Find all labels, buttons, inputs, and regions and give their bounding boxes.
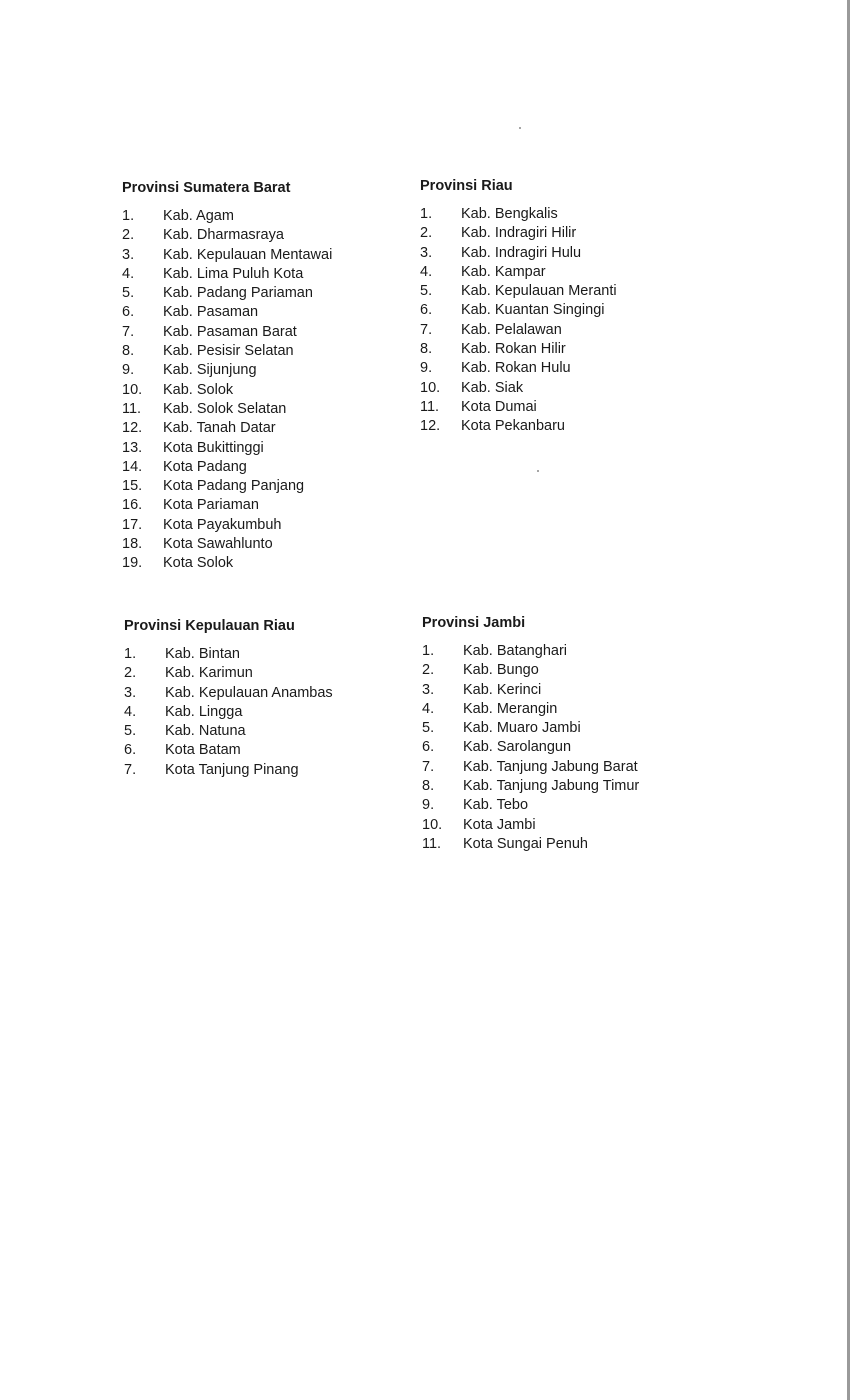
- item-name: Kab. Tanjung Jabung Barat: [463, 758, 638, 775]
- item-number: 1.: [122, 208, 135, 224]
- item-name: Kab. Kerinci: [463, 681, 542, 698]
- list-item: [422, 835, 639, 854]
- item-name: Kota Pekanbaru: [461, 418, 565, 435]
- item-number: 6.: [124, 742, 137, 759]
- item-name: Kab. Tanjung Jabung Timur: [463, 778, 640, 795]
- list-item: [122, 265, 332, 284]
- list-item: [122, 207, 332, 226]
- item-name: Kab. Karimun: [165, 665, 253, 682]
- item-number: 9.: [420, 360, 433, 377]
- item-name: Kota Jambi: [463, 816, 536, 833]
- item-name: Kab. Sarolangun: [463, 739, 572, 756]
- item-number: 2.: [124, 665, 137, 682]
- list-item: [122, 323, 332, 342]
- list-item: [124, 645, 333, 664]
- item-name: Kab. Solok Selatan: [163, 400, 287, 417]
- list-item: [420, 224, 617, 243]
- item-name: Kab. Kepulauan Meranti: [461, 283, 617, 300]
- item-name: Kab. Bintan: [165, 646, 240, 662]
- item-number: 11.: [422, 835, 442, 852]
- list-item: [420, 359, 617, 378]
- item-name: Kab. Pesisir Selatan: [163, 343, 294, 360]
- list-item: [420, 379, 617, 398]
- item-name: Kab. Sijunjung: [163, 362, 257, 379]
- item-number: 4.: [122, 265, 135, 282]
- item-name: Kab. Padang Pariaman: [163, 285, 313, 302]
- section-title: Provinsi Kepulauan Riau: [124, 618, 295, 634]
- item-number: 11.: [420, 398, 440, 415]
- item-number: 1.: [420, 206, 433, 222]
- item-name: Kab. Kepulauan Anambas: [165, 684, 333, 701]
- item-number: 2.: [422, 662, 435, 679]
- item-number: 4.: [420, 263, 433, 280]
- item-number: 7.: [422, 758, 435, 775]
- item-number: 6.: [420, 302, 433, 319]
- item-number: 11.: [122, 400, 142, 417]
- item-number: 10.: [122, 381, 143, 398]
- list-item: [420, 398, 617, 417]
- list-item: [420, 244, 617, 263]
- list-item: [422, 642, 639, 661]
- item-name: Kota Payakumbuh: [163, 516, 282, 533]
- item-name: Kota Solok: [163, 555, 234, 572]
- section-provinsi-riau: [420, 176, 617, 437]
- item-name: Kota Batam: [165, 742, 241, 759]
- list-item: [420, 321, 617, 340]
- item-number: 3.: [122, 246, 135, 263]
- item-number: 12.: [420, 418, 441, 435]
- district-list: [124, 645, 333, 780]
- section-provinsi-kepulauan-riau: [124, 616, 333, 780]
- list-item: [124, 741, 333, 760]
- item-name: Kab. Bungo: [463, 662, 539, 679]
- item-number: 2.: [122, 227, 135, 244]
- section-provinsi-jambi: [422, 613, 639, 854]
- item-name: Kota Tanjung Pinang: [165, 761, 299, 778]
- list-item: [422, 700, 639, 719]
- list-item: [420, 417, 617, 436]
- item-name: Kab. Natuna: [165, 723, 246, 740]
- item-name: Kab. Pasaman: [163, 304, 259, 321]
- list-item: [422, 681, 639, 700]
- item-name: Kota Padang: [163, 458, 247, 475]
- item-name: Kota Pariaman: [163, 497, 259, 514]
- section-title: Provinsi Sumatera Barat: [122, 180, 291, 196]
- item-name: Kota Sawahlunto: [163, 536, 273, 553]
- item-number: 18.: [122, 536, 143, 553]
- list-item: [122, 303, 332, 322]
- item-number: 4.: [124, 703, 137, 720]
- item-name: Kab. Tanah Datar: [163, 420, 276, 437]
- list-item: [124, 703, 333, 722]
- item-number: 8.: [420, 341, 433, 358]
- scan-speck: [519, 127, 521, 129]
- item-name: Kab. Pelalawan: [461, 321, 562, 338]
- list-item: [124, 684, 333, 703]
- list-item: [122, 361, 332, 380]
- item-number: 5.: [122, 285, 135, 302]
- item-number: 3.: [422, 681, 435, 698]
- section-title: Provinsi Jambi: [422, 615, 526, 631]
- section-provinsi-sumatera-barat: [122, 178, 332, 574]
- item-number: 6.: [422, 739, 435, 756]
- list-item: [422, 719, 639, 738]
- list-item: [122, 226, 332, 245]
- list-item: [422, 738, 639, 757]
- item-number: 9.: [122, 362, 135, 379]
- item-name: Kota Padang Panjang: [163, 478, 305, 495]
- item-name: Kab. Siak: [461, 379, 524, 396]
- list-item: [422, 661, 639, 680]
- item-number: 1.: [422, 643, 435, 659]
- item-name: Kab. Rokan Hilir: [461, 341, 566, 358]
- item-number: 8.: [422, 778, 435, 795]
- scan-speck: [537, 470, 539, 472]
- item-number: 7.: [420, 321, 433, 338]
- item-name: Kab. Lingga: [165, 703, 243, 720]
- item-number: 7.: [124, 761, 137, 778]
- list-item: [422, 796, 639, 815]
- item-number: 16.: [122, 497, 143, 514]
- item-name: Kab. Bengkalis: [461, 206, 558, 222]
- district-list: [122, 207, 332, 574]
- item-name: Kab. Muaro Jambi: [463, 720, 581, 737]
- list-item: [122, 458, 332, 477]
- list-item: [420, 263, 617, 282]
- list-item: [124, 664, 333, 683]
- item-name: Kota Bukittinggi: [163, 439, 264, 456]
- item-name: Kota Sungai Penuh: [463, 835, 588, 852]
- list-item: [420, 301, 617, 320]
- section-title: Provinsi Riau: [420, 178, 513, 194]
- list-item: [420, 282, 617, 301]
- list-item: [122, 400, 332, 419]
- list-item: [122, 439, 332, 458]
- item-number: 6.: [122, 304, 135, 321]
- item-name: Kab. Rokan Hulu: [461, 360, 571, 377]
- list-item: [422, 777, 639, 796]
- item-number: 8.: [122, 343, 135, 360]
- list-item: [122, 535, 332, 554]
- item-number: 2.: [420, 225, 433, 242]
- list-item: [422, 816, 639, 835]
- list-item: [124, 722, 333, 741]
- item-number: 5.: [422, 720, 435, 737]
- item-number: 12.: [122, 420, 143, 437]
- list-item: [420, 205, 617, 224]
- list-item: [122, 516, 332, 535]
- list-item: [122, 419, 332, 438]
- list-item: [422, 758, 639, 777]
- item-number: 10.: [420, 379, 441, 396]
- item-number: 10.: [422, 816, 443, 833]
- item-number: 5.: [124, 723, 137, 740]
- item-number: 13.: [122, 439, 143, 456]
- item-name: Kab. Batanghari: [463, 643, 567, 659]
- item-name: Kab. Merangin: [463, 700, 558, 717]
- item-name: Kab. Kuantan Singingi: [461, 302, 605, 319]
- list-item: [122, 342, 332, 361]
- item-name: Kab. Indragiri Hulu: [461, 244, 582, 261]
- district-list: [422, 642, 639, 854]
- item-number: 5.: [420, 283, 433, 300]
- list-item: [122, 284, 332, 303]
- item-name: Kab. Dharmasraya: [163, 227, 284, 244]
- list-item: [420, 340, 617, 359]
- item-number: 15.: [122, 478, 143, 495]
- item-number: 9.: [422, 797, 435, 814]
- item-name: Kab. Solok: [163, 381, 234, 398]
- item-number: 1.: [124, 646, 137, 662]
- list-item: [122, 477, 332, 496]
- item-number: 19.: [122, 555, 143, 572]
- list-item: [122, 554, 332, 573]
- item-number: 3.: [420, 244, 433, 261]
- item-name: Kab. Agam: [163, 208, 234, 224]
- list-item: [122, 496, 332, 515]
- item-name: Kab. Tebo: [463, 797, 529, 814]
- item-name: Kab. Lima Puluh Kota: [163, 265, 304, 282]
- item-number: 17.: [122, 516, 143, 533]
- item-number: 3.: [124, 684, 137, 701]
- item-name: Kab. Kampar: [461, 263, 546, 280]
- item-number: 14.: [122, 458, 143, 475]
- district-list: [420, 205, 617, 437]
- item-name: Kab. Kepulauan Mentawai: [163, 246, 333, 263]
- list-item: [122, 381, 332, 400]
- list-item: [122, 246, 332, 265]
- item-name: Kab. Indragiri Hilir: [461, 225, 577, 242]
- item-number: 7.: [122, 323, 135, 340]
- item-number: 4.: [422, 700, 435, 717]
- item-name: Kab. Pasaman Barat: [163, 323, 297, 340]
- item-name: Kota Dumai: [461, 398, 537, 415]
- list-item: [124, 761, 333, 780]
